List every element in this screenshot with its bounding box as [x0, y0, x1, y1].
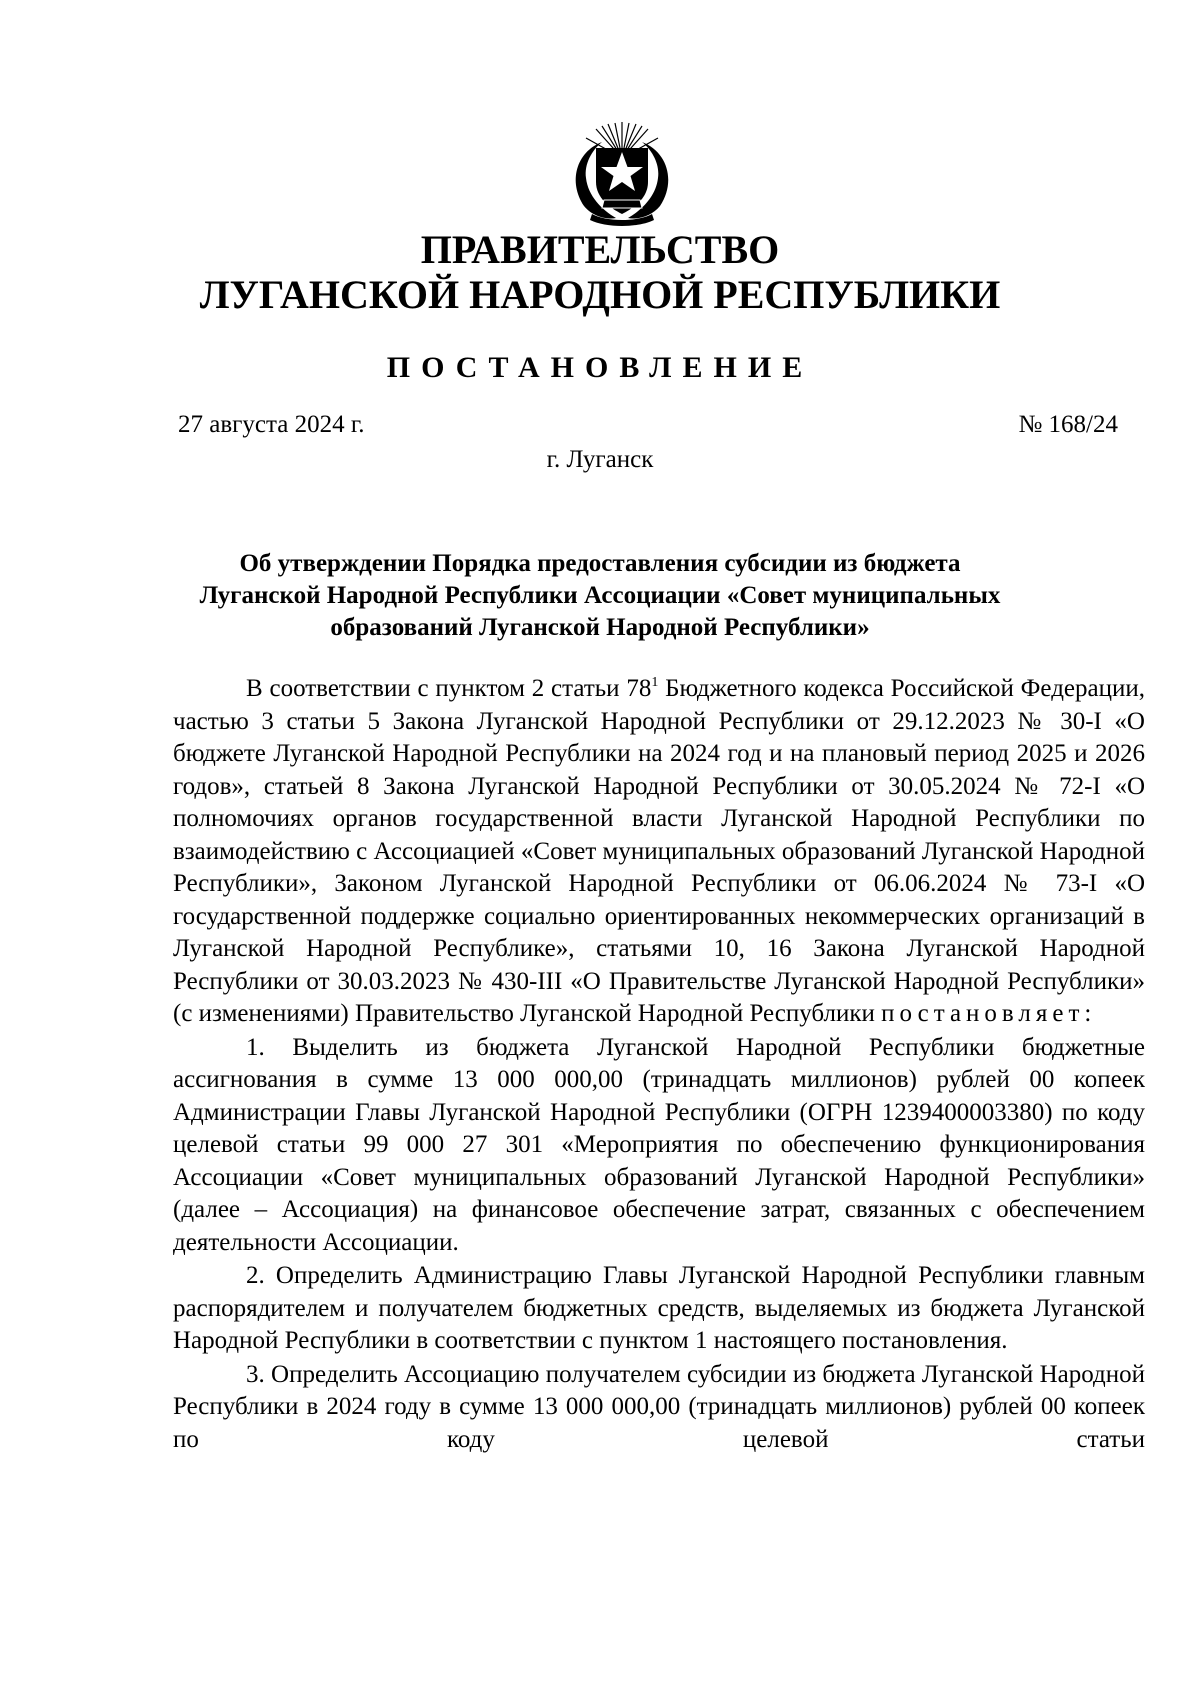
- title-line: образований Луганской Народной Республики»: [330, 614, 870, 641]
- preamble-text: Бюджетного кодекса Российской Федерации, частью 3 статьи 5 Закона Луганской Народной Республики от 29.12.2023 № 30-I «О бюджете Луганской Народной Республики на 2024 год и на плановый период 2025 и 2026 годов», статьей 8 Закона Луганской Народной Республики от 30.05.2024 № 72-I «О полномочиях органов государственной власти Луганской Народной Республики по взаимодействию с Ассоциацией «Совет муниципальных образований Луганской Народной Республики», Законом Луганской Народной Республики от 06.06.2024 № 73-I «О государственной поддержке социально ориентированных некоммерческих организаций в Луганской Народной Республике», статьями 10, 16 Закона Луганской Народной Республики от 30.03.2023 № 430-III «О Правительстве Луганской Народной Республики» (с изменениями) Правительство Луганской Народной Республики: [173, 675, 1145, 1027]
- organization-name-line1: ПРАВИТЕЛЬСТВО: [420, 227, 780, 272]
- document-title: [150, 548, 1050, 644]
- document-body: [173, 673, 1145, 1456]
- document-type: ПОСТАНОВЛЕНИЕ: [386, 351, 814, 384]
- document-city: г. Луганск: [546, 446, 654, 473]
- title-line: Об утверждении Порядка предоставления субсидии из бюджета: [239, 550, 961, 577]
- article-superscript: 1: [651, 675, 659, 690]
- coat-of-arms-emblem-icon: [562, 118, 682, 228]
- preamble-paragraph: [173, 673, 1145, 1031]
- item-paragraph-2: 2. Определить Администрацию Главы Луганской Народной Республики главным распорядителем и получателем бюджетных средств, выделяемых из бюджета Луганской Народной Республики в соответствии с пунктом 1 настоящего постановления.: [173, 1262, 1145, 1354]
- preamble-verb: постановляет: [881, 1000, 1085, 1027]
- item-paragraph-1: 1. Выделить из бюджета Луганской Народной Республики бюджетные ассигнования в сумме 13 000 000,00 (тринадцать миллионов) рублей 00 копеек Администрации Главы Луганской Народной Республики (ОГРН 1239400003380) по коду целевой статьи 99 000 27 301 «Мероприятия по обеспечению функционирования Ассоциации «Совет муниципальных образований Луганской Народной Республики» (далее – Ассоциация) на финансовое обеспечение затрат, связанных с обеспечением деятельности Ассоциации.: [173, 1033, 1145, 1256]
- preamble-end: :: [1084, 1000, 1092, 1027]
- document-date: 27 августа 2024 г.: [178, 411, 365, 438]
- item-paragraph-3: 3. Определить Ассоциацию получателем субсидии из бюджета Луганской Народной Республики в 2024 году в сумме 13 000 000,00 (тринадцать миллионов) рублей 00 копеек по коду целевой статьи: [173, 1360, 1145, 1453]
- organization-name-line2: ЛУГАНСКОЙ НАРОДНОЙ РЕСПУБЛИКИ: [199, 272, 1001, 317]
- preamble-start: В соответствии с пунктом 2 статьи 78: [246, 675, 652, 702]
- document-number: № 168/24: [1018, 411, 1118, 438]
- title-line: Луганской Народной Республики Ассоциации «Совет муниципальных: [199, 582, 1001, 609]
